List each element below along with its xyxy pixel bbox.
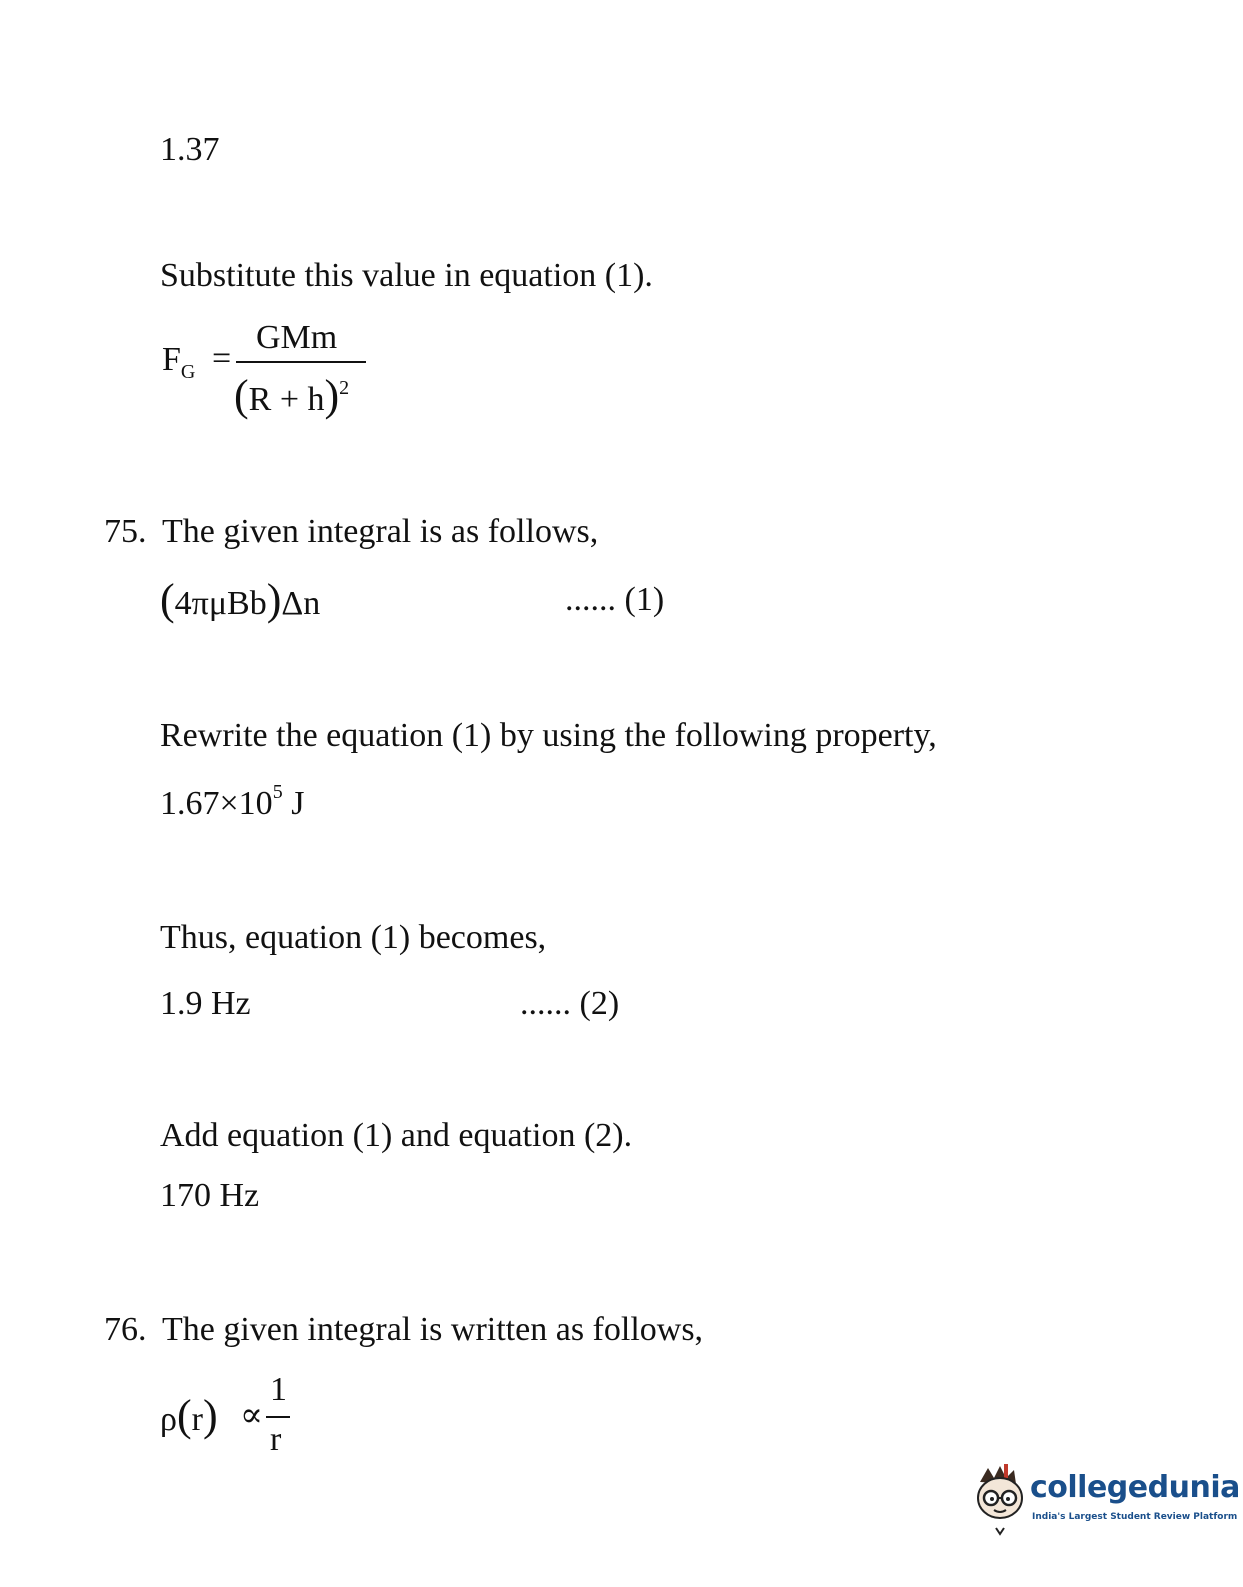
fg-denominator: $(R + h)^2$: [234, 371, 350, 420]
q75-result: 170 Hz: [160, 1177, 260, 1214]
fg-equals: =: [212, 340, 232, 377]
rho-fraction-bar: [266, 1416, 290, 1418]
q75-equation-1: (4πμBb)Δn: [160, 575, 321, 624]
logo-tagline: India's Largest Student Review Platform: [1032, 1512, 1238, 1522]
rho-lhs: ρ(r): [160, 1391, 218, 1440]
value-line-1-37: 1.37: [160, 131, 220, 168]
q75-equation-1-tag: ...... (1): [565, 581, 665, 618]
q75-number: 75.: [104, 513, 147, 550]
q75-equation-2-tag: ...... (2): [520, 985, 620, 1022]
q75-equation-2: 1.9 Hz: [160, 985, 251, 1022]
q75-thus-text: Thus, equation (1) becomes,: [160, 919, 547, 956]
rho-propto: ∝: [240, 1397, 264, 1434]
mascot-icon: [970, 1462, 1032, 1540]
fg-numerator: GMm: [256, 319, 338, 356]
fg-lhs: [162, 340, 195, 384]
q75-rewrite-text: Rewrite the equation (1) by using the following property,: [160, 717, 937, 754]
collegedunia-logo: [970, 1462, 1240, 1542]
q76-number: 76.: [104, 1311, 147, 1348]
logo-brand: collegedunia: [1030, 1470, 1240, 1505]
rho-denominator: r: [270, 1421, 282, 1458]
fg-lhs-sub: G: [180, 361, 196, 383]
q75-add-text: Add equation (1) and equation (2).: [160, 1117, 633, 1154]
fg-fraction-bar: [236, 361, 366, 363]
rho-numerator: 1: [270, 1371, 287, 1408]
fg-lhs-base: F: [162, 341, 181, 378]
q76-intro: The given integral is written as follows,: [162, 1311, 704, 1348]
q75-intro: The given integral is as follows,: [162, 513, 599, 550]
substitute-text: Substitute this value in equation (1).: [160, 257, 653, 294]
q75-value: $1.67\times 10^5$ J: [160, 781, 305, 822]
